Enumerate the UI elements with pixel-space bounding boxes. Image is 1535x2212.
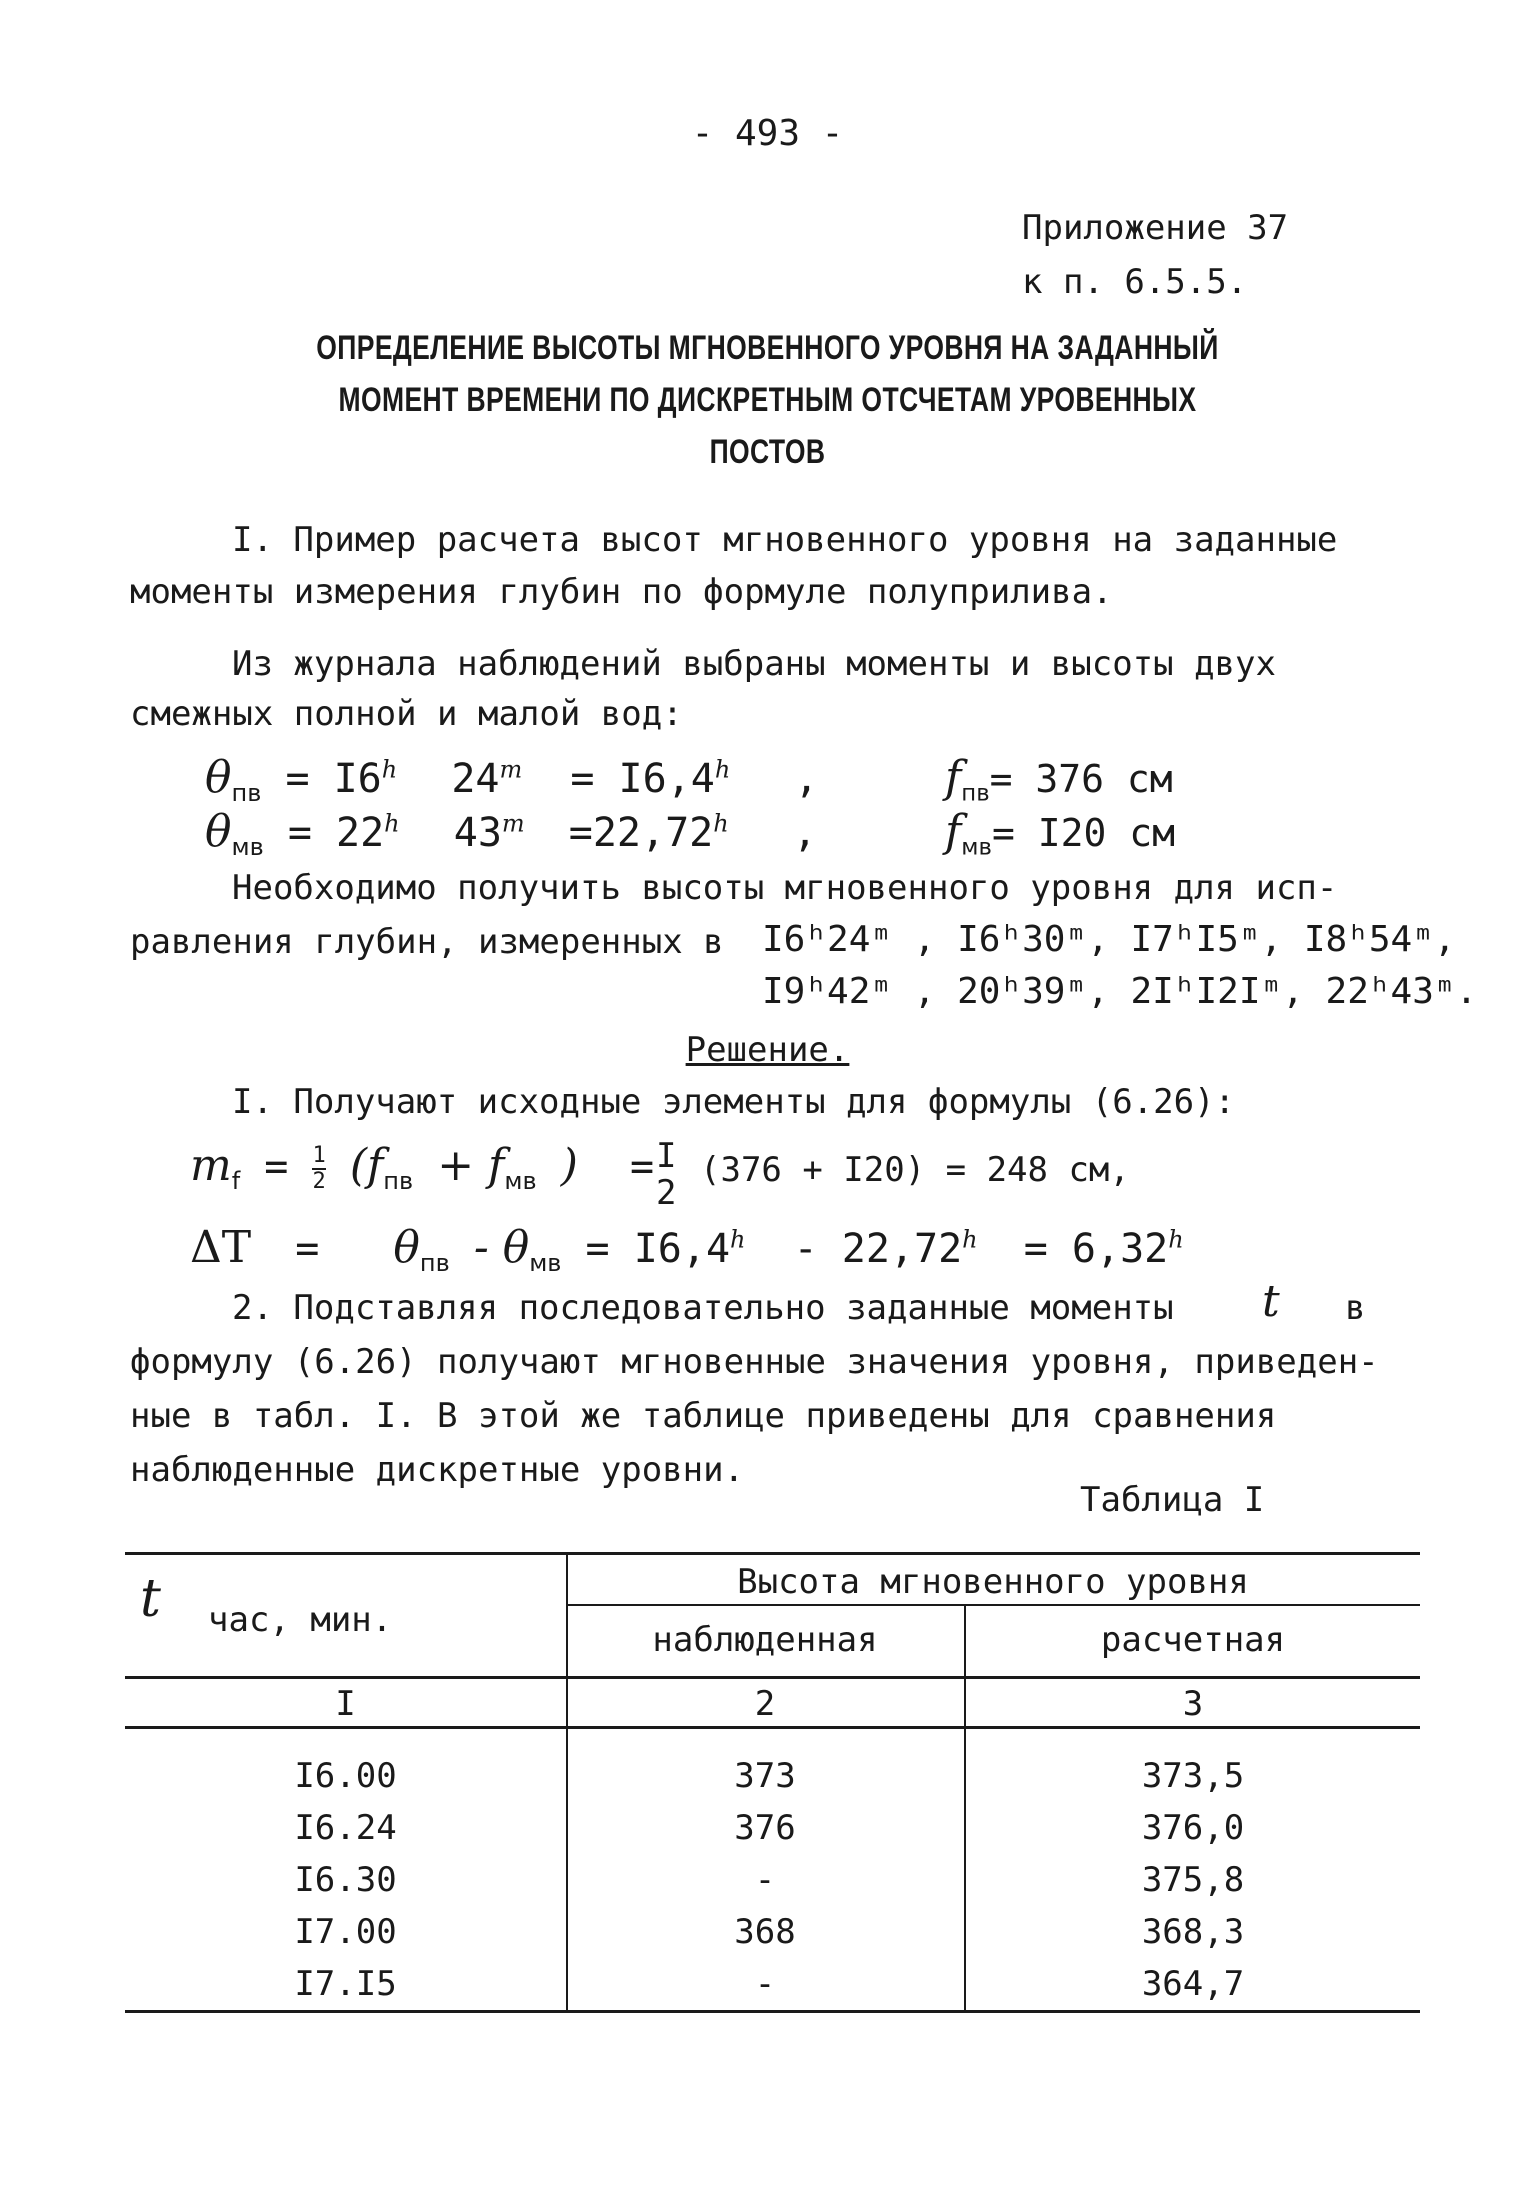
title-line-3: ПОСТОВ xyxy=(709,433,826,471)
table-bottom-rule xyxy=(125,2010,1420,2013)
row-time: I6.00 xyxy=(294,1756,397,1796)
formula-delta-t: $\Delta T = \theta_{пв} - \theta_{мв} = I6,4^h - 22,72^h = 6,32^h$ xyxy=(190,1222,1184,1277)
formula-theta-pv: $\theta_{пв} = I6^h$ 24$^m$ = I6,4$^h$ , xyxy=(205,752,819,807)
col-number-3: 3 xyxy=(1182,1684,1204,1724)
col-number-2: 2 xyxy=(754,1684,776,1724)
table-top-rule xyxy=(125,1552,1420,1555)
row-observed: 373 xyxy=(734,1756,796,1796)
formula-mf: $m_f$ = $\frac{1}{2}$ ($f_{пв} + f_{мв}$ ) = xyxy=(190,1140,655,1195)
para1-line-1: I. Пример расчета высот мгновенного уровня на заданные xyxy=(232,520,1338,560)
page-number: - 493 - xyxy=(691,113,844,154)
row-calculated: 373,5 xyxy=(1141,1756,1245,1796)
step2-line-1-end: в xyxy=(1345,1288,1366,1328)
row-calculated: 375,8 xyxy=(1141,1860,1245,1900)
group-header: Высота мгновенного уровня xyxy=(737,1562,1249,1602)
table-caption: Таблица I xyxy=(1080,1480,1265,1520)
row-calculated: 376,0 xyxy=(1141,1808,1245,1848)
appendix-label: Приложение 37 xyxy=(1022,208,1289,248)
times-line-1: I6ʰ24ᵐ , I6ʰ30ᵐ, I7ʰI5ᵐ, I8ʰ54ᵐ, xyxy=(762,919,1456,960)
formula-f-mv: $f_{мв}= I20$ см xyxy=(945,806,1175,861)
para3-line-2: равления глубин, измеренных в xyxy=(130,922,724,962)
table-group-rule xyxy=(566,1604,1420,1606)
row-observed: - xyxy=(754,1860,776,1900)
fraction-half: $\frac{1}{2}$ xyxy=(312,1142,326,1194)
row-calculated: 364,7 xyxy=(1141,1964,1245,2004)
title-line-1: ОПРЕДЕЛЕНИЕ ВЫСОТЫ МГНОВЕННОГО УРОВНЯ НА ЗАДАННЫЙ xyxy=(316,329,1219,367)
step1-text: I. Получают исходные элементы для формулы (6.26): xyxy=(232,1082,1236,1122)
row-time: I6.30 xyxy=(294,1860,397,1900)
row-time: I7.00 xyxy=(294,1912,397,1952)
para2-line-1: Из журнала наблюдений выбраны моменты и высоты двух xyxy=(232,644,1276,684)
solution-heading: Решение. xyxy=(685,1030,850,1070)
appendix-ref: к п. 6.5.5. xyxy=(1022,262,1248,302)
step2-line-4: наблюденные дискретные уровни. xyxy=(130,1450,745,1490)
col-number-1: I xyxy=(335,1684,356,1724)
table-header-rule xyxy=(125,1676,1420,1679)
step2-t-symbol: t xyxy=(1262,1276,1280,1327)
col2-header: наблюденная xyxy=(652,1620,878,1660)
row-observed: 368 xyxy=(734,1912,796,1952)
row-time: I6.24 xyxy=(294,1808,397,1848)
times-line-2: I9ʰ42ᵐ , 20ʰ39ᵐ, 2IʰI2Iᵐ, 22ʰ43ᵐ. xyxy=(762,971,1478,1012)
step2-line-3: ные в табл. I. В этой же таблице приведены для сравнения xyxy=(130,1396,1277,1436)
formula-f-pv: $f_{пв}= 376$ см xyxy=(945,752,1173,807)
step2-line-1: 2. Подставляя последовательно заданные моменты xyxy=(232,1288,1174,1328)
title-line-2: МОМЕНТ ВРЕМЕНИ ПО ДИСКРЕТНЫМ ОТСЧЕТАМ УРОВЕННЫХ xyxy=(338,381,1197,419)
row-observed: - xyxy=(754,1964,776,2004)
fraction-i-over-2: I 2 xyxy=(656,1136,677,1213)
col3-header: расчетная xyxy=(1100,1620,1286,1660)
para2-line-2: смежных полной и малой вод: xyxy=(130,694,683,734)
table-numbers-rule xyxy=(125,1726,1420,1729)
row-time: I7.I5 xyxy=(294,1964,397,2004)
formula-theta-mv: $\theta_{мв} = 22^h$ 43$^m$ =22,72$^h$ , xyxy=(205,806,817,861)
para1-line-2: моменты измерения глубин по формуле полуприлива. xyxy=(130,572,1113,612)
col1-header-t: t xyxy=(140,1569,161,1629)
step2-line-2: формулу (6.26) получают мгновенные значения уровня, приведен- xyxy=(130,1342,1379,1382)
formula-mf-result: (376 + I20) = 248 см, xyxy=(700,1150,1130,1190)
row-observed: 376 xyxy=(734,1808,796,1848)
para3-line-1: Необходимо получить высоты мгновенного уровня для исп- xyxy=(232,868,1338,908)
row-calculated: 368,3 xyxy=(1141,1912,1245,1952)
col1-header: час, мин. xyxy=(208,1600,393,1640)
